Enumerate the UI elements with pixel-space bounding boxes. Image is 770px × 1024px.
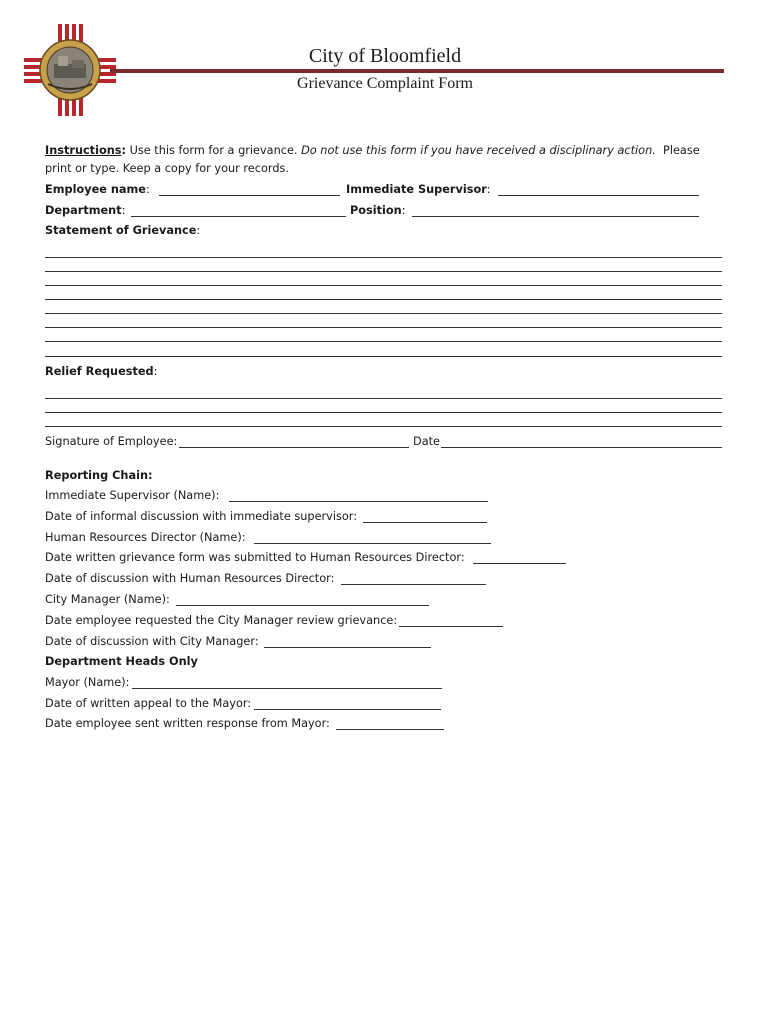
reporting-item-label: Date written grievance form was submitted to Human Resources Director:: [45, 551, 465, 564]
instructions-text: Use this form for a grievance.: [126, 144, 302, 157]
position-field[interactable]: [412, 216, 699, 217]
reporting-item-field[interactable]: [399, 626, 503, 627]
statement-line[interactable]: [45, 271, 722, 272]
reporting-item-label: Date of discussion with City Manager:: [45, 635, 259, 648]
statement-line[interactable]: [45, 327, 722, 328]
instructions-warning: Do not use this form if you have received a disciplinary action.: [301, 144, 656, 157]
reporting-item-field[interactable]: [363, 522, 487, 523]
reporting-item-field[interactable]: [264, 647, 431, 648]
statement-line[interactable]: [45, 285, 722, 286]
immediate-supervisor-field[interactable]: [498, 195, 699, 196]
position-label: Position:: [350, 204, 406, 217]
reporting-item-label: City Manager (Name):: [45, 593, 170, 606]
relief-line[interactable]: [45, 398, 722, 399]
immediate-supervisor-label: Immediate Supervisor:: [346, 183, 491, 196]
reporting-item-label: Date of informal discussion with immediate supervisor:: [45, 510, 358, 523]
page-title: City of Bloomfield: [308, 45, 462, 67]
reporting-item-label: Human Resources Director (Name):: [45, 531, 246, 544]
department-heads-item-field[interactable]: [254, 709, 441, 710]
relief-line[interactable]: [45, 426, 722, 427]
instructions-line-2: print or type. Keep a copy for your records.: [45, 162, 289, 175]
reporting-item-label: Immediate Supervisor (Name):: [45, 489, 220, 502]
reporting-item-label: Date employee requested the City Manager review grievance:: [45, 614, 398, 627]
reporting-item-label: Date of discussion with Human Resources Director:: [45, 572, 335, 585]
city-seal-logo: [24, 24, 116, 116]
statement-line[interactable]: [45, 356, 722, 357]
instructions-please: Please: [655, 144, 700, 157]
signature-date-label: Date: [413, 435, 441, 448]
department-field[interactable]: [131, 216, 346, 217]
reporting-item-field[interactable]: [254, 543, 491, 544]
relief-requested-label: Relief Requested:: [45, 365, 158, 378]
reporting-item-field[interactable]: [341, 584, 486, 585]
form-subtitle: Grievance Complaint Form: [297, 75, 473, 92]
department-heads-heading: Department Heads Only: [45, 655, 198, 668]
reporting-item-field[interactable]: [176, 605, 429, 606]
instructions-colon: :: [121, 144, 127, 157]
department-heads-item-label: Mayor (Name):: [45, 676, 130, 689]
relief-line[interactable]: [45, 412, 722, 413]
department-heads-item-field[interactable]: [132, 688, 442, 689]
reporting-item-field[interactable]: [229, 501, 488, 502]
signature-date-field[interactable]: [441, 447, 722, 448]
statement-line[interactable]: [45, 257, 722, 258]
department-label: Department:: [45, 204, 126, 217]
instructions-line-1: [45, 144, 700, 158]
employee-name-label: Employee name:: [45, 183, 150, 196]
department-heads-item-field[interactable]: [336, 729, 444, 730]
statement-line[interactable]: [45, 299, 722, 300]
signature-field[interactable]: [179, 447, 409, 448]
department-heads-item-label: Date employee sent written response from Mayor:: [45, 717, 330, 730]
reporting-chain-heading: Reporting Chain:: [45, 469, 153, 482]
department-heads-item-label: Date of written appeal to the Mayor:: [45, 697, 252, 710]
statement-of-grievance-label: Statement of Grievance:: [45, 224, 201, 237]
employee-name-field[interactable]: [159, 195, 340, 196]
signature-label: Signature of Employee:: [45, 435, 178, 448]
instructions-label: Instructions: [45, 144, 122, 157]
reporting-item-field[interactable]: [473, 563, 566, 564]
header-rule: [110, 69, 724, 73]
statement-line[interactable]: [45, 341, 722, 342]
statement-line[interactable]: [45, 313, 722, 314]
